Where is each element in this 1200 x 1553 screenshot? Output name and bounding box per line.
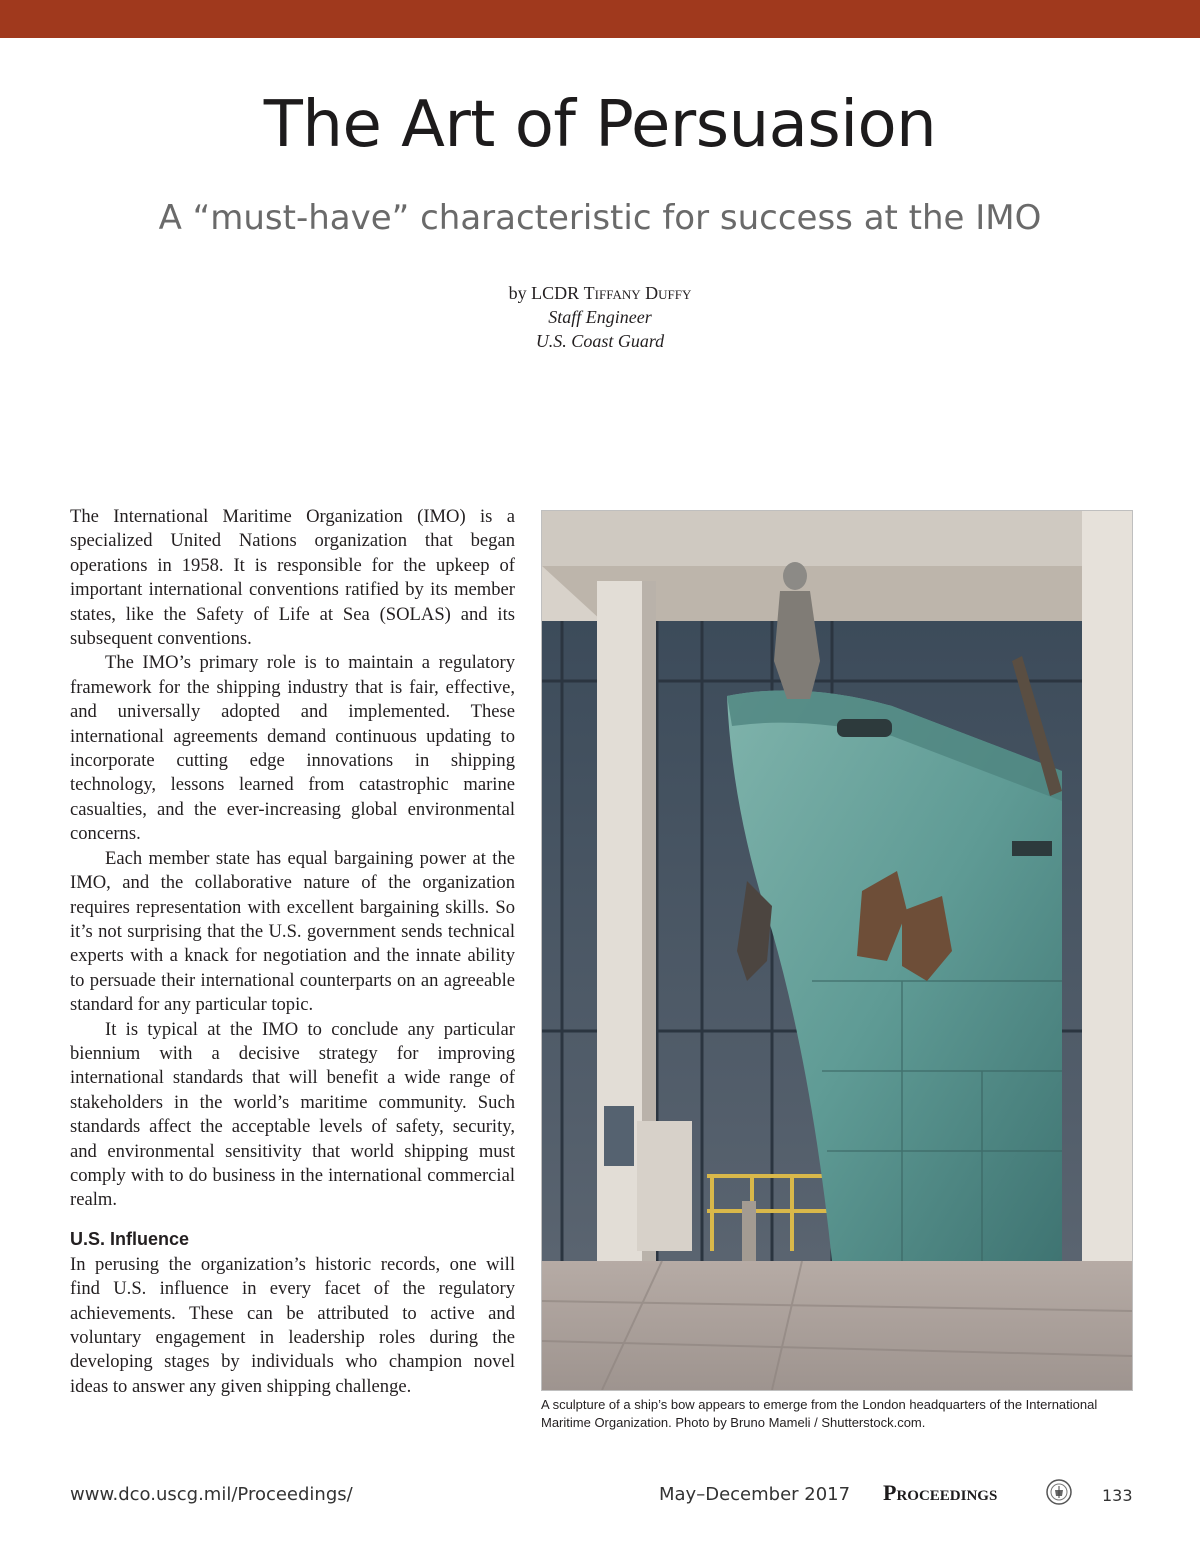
author-org: U.S. Coast Guard bbox=[535, 331, 665, 351]
photo-caption: A sculpture of a ship’s bow appears to emerge from the London headquarters of the International Maritime Organization. Photo by Bruno Mameli / Shutterstock.com. bbox=[541, 1397, 1098, 1430]
body-paragraph: Each member state has equal bargaining power at the IMO, and the collaborative nature of the organization requires representation with excellent bargaining skills. So it’s not surprising that the U.S. government sends technical experts with a knack for negotiation and the innate ability to persuade their international counterparts on an agreeable standard for any particular topic. bbox=[70, 847, 515, 1016]
author-name: Tiffany Duffy bbox=[583, 283, 692, 303]
article-body bbox=[70, 505, 515, 1399]
footer-publication: Proceedings bbox=[883, 1480, 998, 1505]
byline bbox=[0, 281, 1200, 353]
byline-prefix: by LCDR bbox=[508, 283, 584, 303]
body-paragraph: In perusing the organization’s historic records, one will find U.S. influence in every facet of the regulatory achievements. These can be attributed to active and voluntary engagement in leadership roles during the developing stages by individuals who champion novel ideas to answer any given shipping challenge. bbox=[70, 1253, 515, 1397]
article-subtitle: A “must-have” characteristic for success at the IMO bbox=[158, 198, 1042, 238]
body-paragraph: The IMO’s primary role is to maintain a regulatory framework for the shipping industry that is fair, effective, and universally adopted and implemented. These international agreements demand continuous updating to incorporate cutting edge innovations in shipping technology, lessons learned from catastrophic marine casualties, and the ever-increasing global environmental concerns. bbox=[70, 652, 515, 845]
ship-bow-sculpture-photo bbox=[541, 510, 1133, 1391]
author-role: Staff Engineer bbox=[548, 307, 652, 327]
body-paragraph: The International Maritime Organization (IMO) is a specialized United Nations organization that began operations in 1958. It is responsible for the upkeep of important international conventions ratified by its member states, like the Safety of Life at Sea (SOLAS) and its subsequent conventions. bbox=[70, 506, 515, 650]
article-title: The Art of Persuasion bbox=[263, 88, 937, 162]
section-heading: U.S. Influence bbox=[70, 1228, 190, 1249]
coast-guard-seal-icon bbox=[1046, 1479, 1072, 1505]
footer-date: May–December 2017 bbox=[659, 1484, 851, 1505]
photo-illustration bbox=[542, 511, 1132, 1390]
footer-url[interactable]: www.dco.uscg.mil/Proceedings/ bbox=[70, 1484, 353, 1505]
top-color-bar bbox=[0, 0, 1200, 38]
page-number: 133 bbox=[1102, 1486, 1133, 1505]
body-paragraph: It is typical at the IMO to conclude any particular biennium with a decisive strategy for improving international standards that will benefit a wide range of stakeholders in the world’s maritime community. Such standards affect the acceptable levels of safety, security, and environmental sensitivity that world shipping must comply with to do business in the international commercial realm. bbox=[70, 1018, 515, 1211]
